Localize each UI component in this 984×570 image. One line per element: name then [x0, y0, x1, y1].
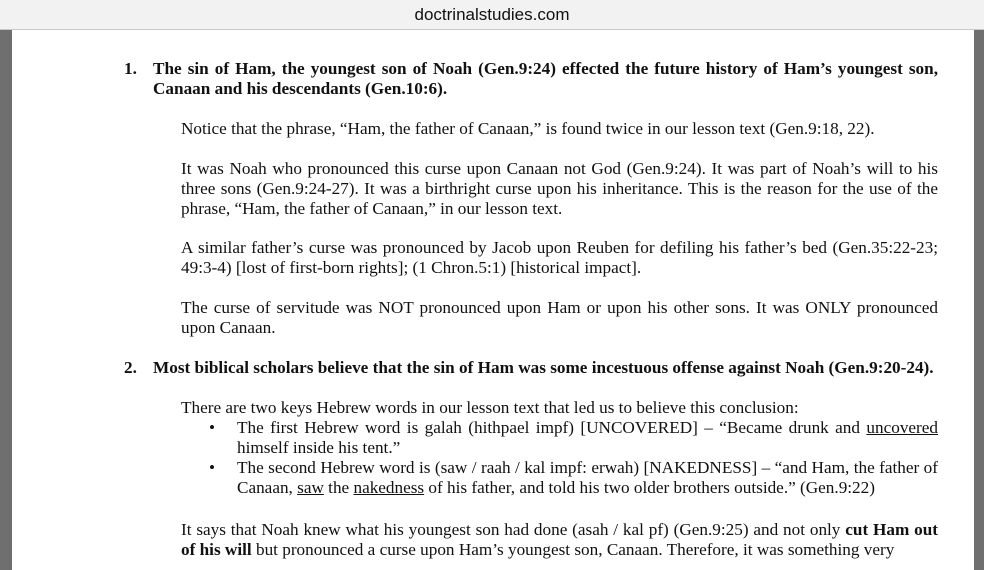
item-text: The sin of Ham, the youngest son of Noah (Gen.9:24) effected the future history of Ham’s youngest son, Canaan and his descendants (Gen.10:6).	[153, 59, 938, 98]
underlined-word: nakedness	[353, 478, 425, 497]
list-item	[209, 458, 938, 498]
paragraph-noah-curse: It was Noah who pronounced this curse upon Canaan not God (Gen.9:24). It was part of Noah’s will to his three sons (Gen.9:24-27). It was a birthright curse upon his inheritance. This is the reason for the use of the phrase, “Ham, the father of Canaan,” in our lesson text.	[181, 159, 938, 218]
bullet-list	[209, 418, 938, 498]
paragraph-noah-knew	[181, 520, 938, 560]
numbered-item-2	[124, 358, 938, 378]
bullet-text: himself inside his tent.”	[237, 438, 401, 457]
paragraph-two-keys: There are two keys Hebrew words in our lesson text that led us to believe this conclusion:	[181, 398, 799, 417]
paragraph-text: but pronounced a curse upon Ham’s youngest son, Canaan. Therefore, it was something very	[251, 540, 895, 559]
browser-address-bar[interactable]	[0, 0, 984, 30]
bullet-marker: •	[209, 418, 216, 437]
paragraph-notice: Notice that the phrase, “Ham, the father of Canaan,” is found twice in our lesson text (Gen.9:18, 22).	[181, 119, 875, 138]
paragraph-similar-curse: A similar father’s curse was pronounced by Jacob upon Reuben for defiling his father’s bed (Gen.35:22-23; 49:3-4) [lost of first-born rights]; (1 Chron.5:1) [historical impact].	[181, 238, 938, 277]
underlined-word: uncovered	[866, 418, 938, 437]
bullet-text: of his father, and told his two older brothers outside.” (Gen.9:22)	[424, 478, 875, 497]
paragraph-text: It says that Noah knew what his youngest son had done (asah / kal pf) (Gen.9:25) and not only	[181, 520, 846, 539]
document-page	[12, 30, 974, 570]
item-text: Most biblical scholars believe that the sin of Ham was some incestuous offense against Noah (Gen.9:20-24).	[153, 358, 934, 377]
item-number: 1.	[124, 59, 137, 78]
bullet-marker: •	[209, 458, 216, 477]
url-text: doctrinalstudies.com	[414, 4, 570, 24]
underlined-word: saw	[297, 478, 324, 497]
bullet-text: the	[323, 478, 354, 497]
item-number: 2.	[124, 358, 137, 377]
numbered-item-1	[124, 59, 938, 99]
bullet-text: The first Hebrew word is galah (hithpael impf) [UNCOVERED] – “Became drunk and	[237, 418, 867, 437]
list-item	[209, 418, 938, 458]
bold-phrase: cut Ham out of his will	[181, 520, 938, 559]
paragraph-servitude: The curse of servitude was NOT pronounced upon Ham or upon his other sons. It was ONLY pronounced upon Canaan.	[181, 298, 938, 337]
bullet-text: The second Hebrew word is (saw / raah / kal impf: erwah) [NAKEDNESS] – “and Ham, the father of Canaan,	[237, 458, 938, 497]
